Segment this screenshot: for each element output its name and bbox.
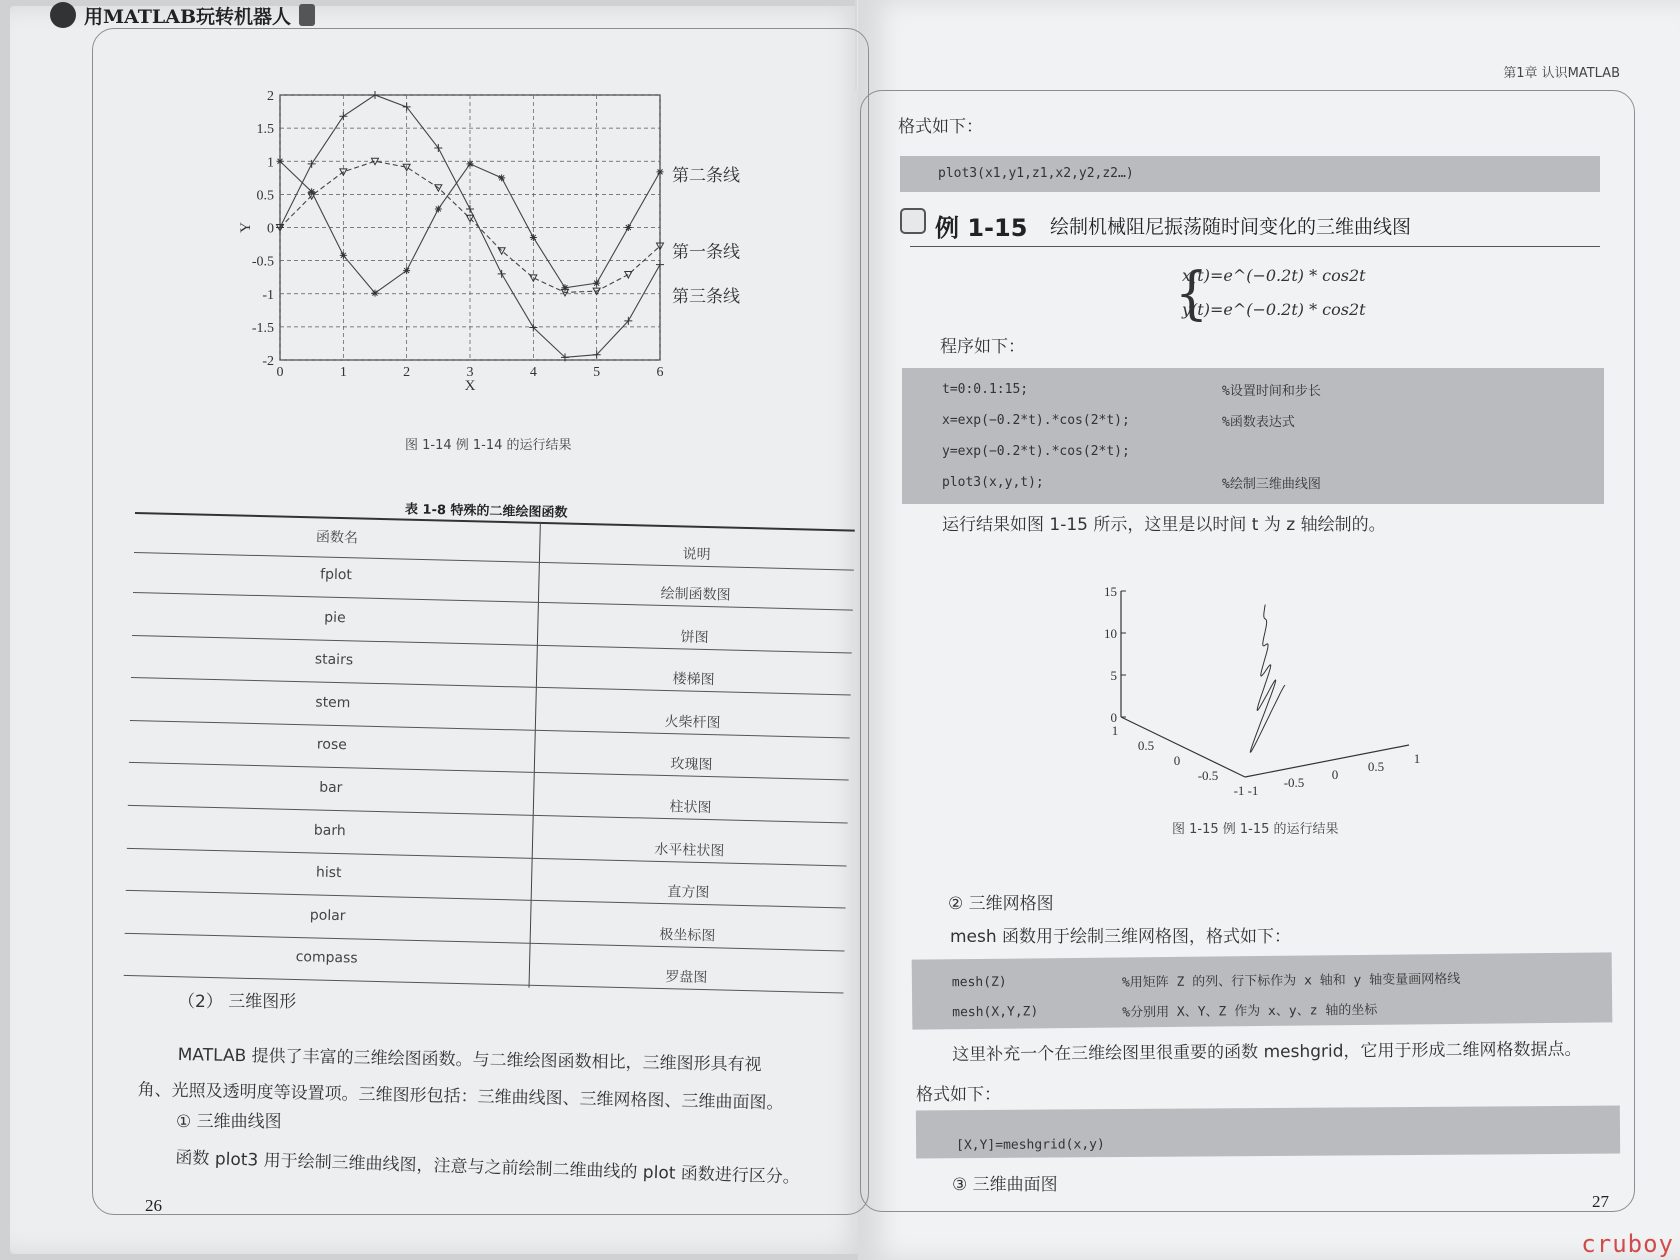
y-tick-label: 0.5: [256, 188, 274, 204]
table-cell-description: 火柴杆图: [664, 713, 721, 732]
data-point-asterisk: [562, 284, 569, 291]
code-meshgrid-syntax: [X,Y]=meshgrid(x,y): [956, 1137, 1105, 1154]
z-tick-label: 10: [1104, 626, 1117, 641]
x-tick-label: 6: [656, 365, 664, 380]
code-block-plot3: [900, 156, 1600, 192]
code-line: y=exp(−0.2*t).*cos(2*t);: [942, 444, 1130, 459]
code-line: mesh(X,Y,Z): [952, 1004, 1039, 1021]
z-tick-label: 5: [1110, 668, 1117, 683]
table-header-name: 函数名: [315, 529, 359, 547]
code-comment: %绘制三维曲线图: [1222, 477, 1321, 492]
y-tick-label: -1.5: [251, 320, 274, 336]
y-tick-label: 1.5: [256, 122, 274, 138]
meshgrid-paragraph: 这里补充一个在三维绘图里很重要的函数 meshgrid，它用于形成二维网格数据点。: [952, 1039, 1582, 1065]
table-header-desc: 说明: [682, 546, 711, 564]
series-line: [280, 95, 660, 357]
table-cell-description: 饼图: [680, 628, 709, 646]
series-label: 第一条线: [672, 242, 740, 263]
table-cell-description: 直方图: [667, 884, 710, 902]
subheading-3d-curve: ① 三维曲线图: [176, 1112, 282, 1132]
y-tick-label: -0.5: [1283, 775, 1305, 790]
table-cell-description: 柱状图: [669, 799, 712, 817]
code-comment: %函数表达式: [1222, 415, 1295, 430]
data-point-asterisk: [435, 205, 442, 212]
figure-1-15-caption: 图 1-15 例 1-15 的运行结果: [1172, 822, 1339, 837]
equation-brace: {: [1175, 261, 1209, 327]
series-label: 第三条线: [672, 287, 740, 308]
data-point-plus: [656, 261, 664, 269]
book-logo-icon: [50, 2, 76, 28]
book-title: 用MATLAB玩转机器人: [84, 5, 292, 28]
figure-1-14-chart: [230, 85, 770, 415]
example-icon: [900, 208, 926, 234]
code-line: x=exp(−0.2*t).*cos(2*t);: [942, 413, 1130, 428]
data-point-asterisk: [530, 234, 537, 241]
data-point-asterisk: [277, 158, 284, 165]
x-tick-label: -1: [1233, 783, 1245, 798]
table-cell-function: stairs: [314, 651, 354, 669]
y-axis: [1245, 745, 1409, 777]
z-tick-label: 15: [1104, 584, 1117, 599]
example-description: 绘制机械阻尼振荡随时间变化的三维曲线图: [1050, 216, 1412, 238]
data-point-plus: [339, 112, 347, 120]
x-tick-label: 1: [339, 365, 347, 380]
y-tick-label: -1: [262, 287, 274, 303]
table-cell-description: 罗盘图: [665, 969, 708, 987]
x-axis-label: X: [464, 378, 476, 394]
subheading-3d-mesh: ② 三维网格图: [948, 894, 1054, 914]
table-cell-function: compass: [295, 949, 358, 967]
table-cell-function: fplot: [319, 566, 353, 584]
table-1-8: [124, 512, 855, 995]
mesh-intro: mesh 函数用于绘制三维网格图，格式如下：: [950, 927, 1292, 947]
y-tick-label: -0.5: [251, 254, 274, 270]
x-tick-label: 1: [1111, 723, 1119, 738]
code-block-program: [902, 368, 1604, 504]
data-point-asterisk: [372, 290, 379, 297]
code-line: plot3(x,y,t);: [942, 475, 1044, 490]
meshgrid-format-intro: 格式如下：: [916, 1085, 1001, 1105]
y-tick-label: -1: [1247, 783, 1259, 798]
equation-y: y(t)=e^(−0.2t) * cos2t: [1182, 300, 1366, 319]
paragraph-3d-intro-line1: MATLAB 提供了丰富的三维绘图函数。与二维绘图函数相比，三维图形具有视: [177, 1044, 762, 1076]
table-cell-function: barh: [313, 822, 346, 839]
table-cell-description: 玫瑰图: [670, 756, 713, 774]
data-point-plus: [498, 270, 506, 278]
example-number: 例 1-15: [935, 214, 1028, 242]
series-label: 第二条线: [672, 165, 740, 186]
paragraph-3d-intro-line2: 角、光照及透明度等设置项。三维图形包括：三维曲线图、三维网格图、三维曲面图。: [137, 1079, 784, 1114]
data-point-asterisk: [403, 267, 410, 274]
chapter-header: 第1章 认识MATLAB: [1503, 66, 1620, 81]
x-tick-label: 3: [466, 365, 474, 380]
data-point-plus: [466, 205, 474, 213]
z-tick-label: 0: [1110, 710, 1117, 725]
code-block-meshgrid: [916, 1106, 1620, 1159]
data-point-asterisk: [467, 160, 474, 167]
data-point-asterisk: [308, 188, 315, 195]
x-tick-label: 0.5: [1137, 738, 1155, 753]
table-cell-description: 水平柱状图: [654, 841, 725, 860]
table-cell-function: rose: [316, 736, 348, 754]
y-tick-label: 2: [267, 89, 274, 104]
x-tick-label: 4: [529, 365, 537, 380]
y-tick-label: 0: [1331, 767, 1339, 782]
data-point-asterisk: [340, 252, 347, 259]
x-tick-label: 5: [593, 365, 601, 380]
y-tick-label: -2: [262, 354, 274, 369]
figure-1-15-chart: [1080, 565, 1440, 805]
x-tick-label: 0: [276, 365, 284, 380]
x-tick-label: -0.5: [1197, 768, 1219, 783]
section-heading-3d: （2） 三维图形: [178, 992, 297, 1012]
code-comment: %设置时间和步长: [1222, 384, 1321, 399]
x-tick-label: 2: [403, 365, 411, 380]
data-point-asterisk: [625, 224, 632, 231]
table-cell-description: 绘制函数图: [660, 585, 731, 604]
table-cell-function: polar: [309, 907, 346, 925]
table-cell-function: stem: [315, 694, 351, 712]
run-result-text: 运行结果如图 1-15 所示，这里是以时间 t 为 z 轴绘制的。: [942, 515, 1386, 535]
y-tick-label: 0: [267, 221, 274, 237]
code-comment: %分别用 X、Y、Z 作为 x、y、z 轴的坐标: [1122, 1002, 1378, 1021]
figure-1-14-caption: 图 1-14 例 1-14 的运行结果: [405, 438, 572, 453]
book-header: [50, 0, 315, 30]
table-cell-description: 楼梯图: [672, 671, 715, 689]
paragraph-plot3: 函数 plot3 用于绘制三维曲线图，注意与之前绘制二维曲线的 plot 函数进行区分。: [175, 1147, 801, 1188]
code-block-mesh: [912, 952, 1613, 1029]
data-point-asterisk: [498, 174, 505, 181]
code-line: t=0:0.1:15;: [942, 382, 1029, 397]
data-point-asterisk: [593, 280, 600, 287]
code-plot3-syntax: plot3(x1,y1,z1,x2,y2,z2…): [938, 166, 1134, 181]
watermark: cruboy: [1581, 1230, 1674, 1258]
page-number-right: 27: [1592, 1192, 1609, 1211]
data-point-asterisk: [657, 168, 664, 175]
table-cell-description: 极坐标图: [659, 926, 716, 945]
y-tick-label: 1: [267, 155, 274, 171]
subheading-3d-surface: ③ 三维曲面图: [952, 1175, 1058, 1195]
data-point-triangle: [625, 272, 632, 279]
curve-3d: [1250, 605, 1285, 753]
table-cell-function: hist: [315, 864, 342, 882]
program-intro: 程序如下：: [940, 337, 1025, 357]
example-underline: [910, 246, 1600, 247]
page-number-left: 26: [145, 1196, 162, 1215]
equation-x: x(t)=e^(−0.2t) * cos2t: [1182, 266, 1366, 285]
code-line: mesh(Z): [951, 974, 1007, 991]
table-cell-function: pie: [324, 609, 346, 626]
data-point-plus: [371, 91, 379, 99]
code-comment: %用矩阵 Z 的列、行下标作为 x 轴和 y 轴变量画网格线: [1121, 971, 1461, 991]
format-intro: 格式如下：: [898, 117, 983, 137]
y-axis-label: Y: [238, 222, 254, 233]
y-tick-label: 0.5: [1367, 759, 1385, 774]
robot-icon: [299, 4, 315, 26]
table-cell-function: bar: [319, 779, 343, 797]
x-tick-label: 0: [1173, 753, 1181, 768]
y-tick-label: 1: [1413, 751, 1421, 766]
table-1-8-title: 表 1-8 特殊的二维绘图函数: [404, 502, 568, 521]
